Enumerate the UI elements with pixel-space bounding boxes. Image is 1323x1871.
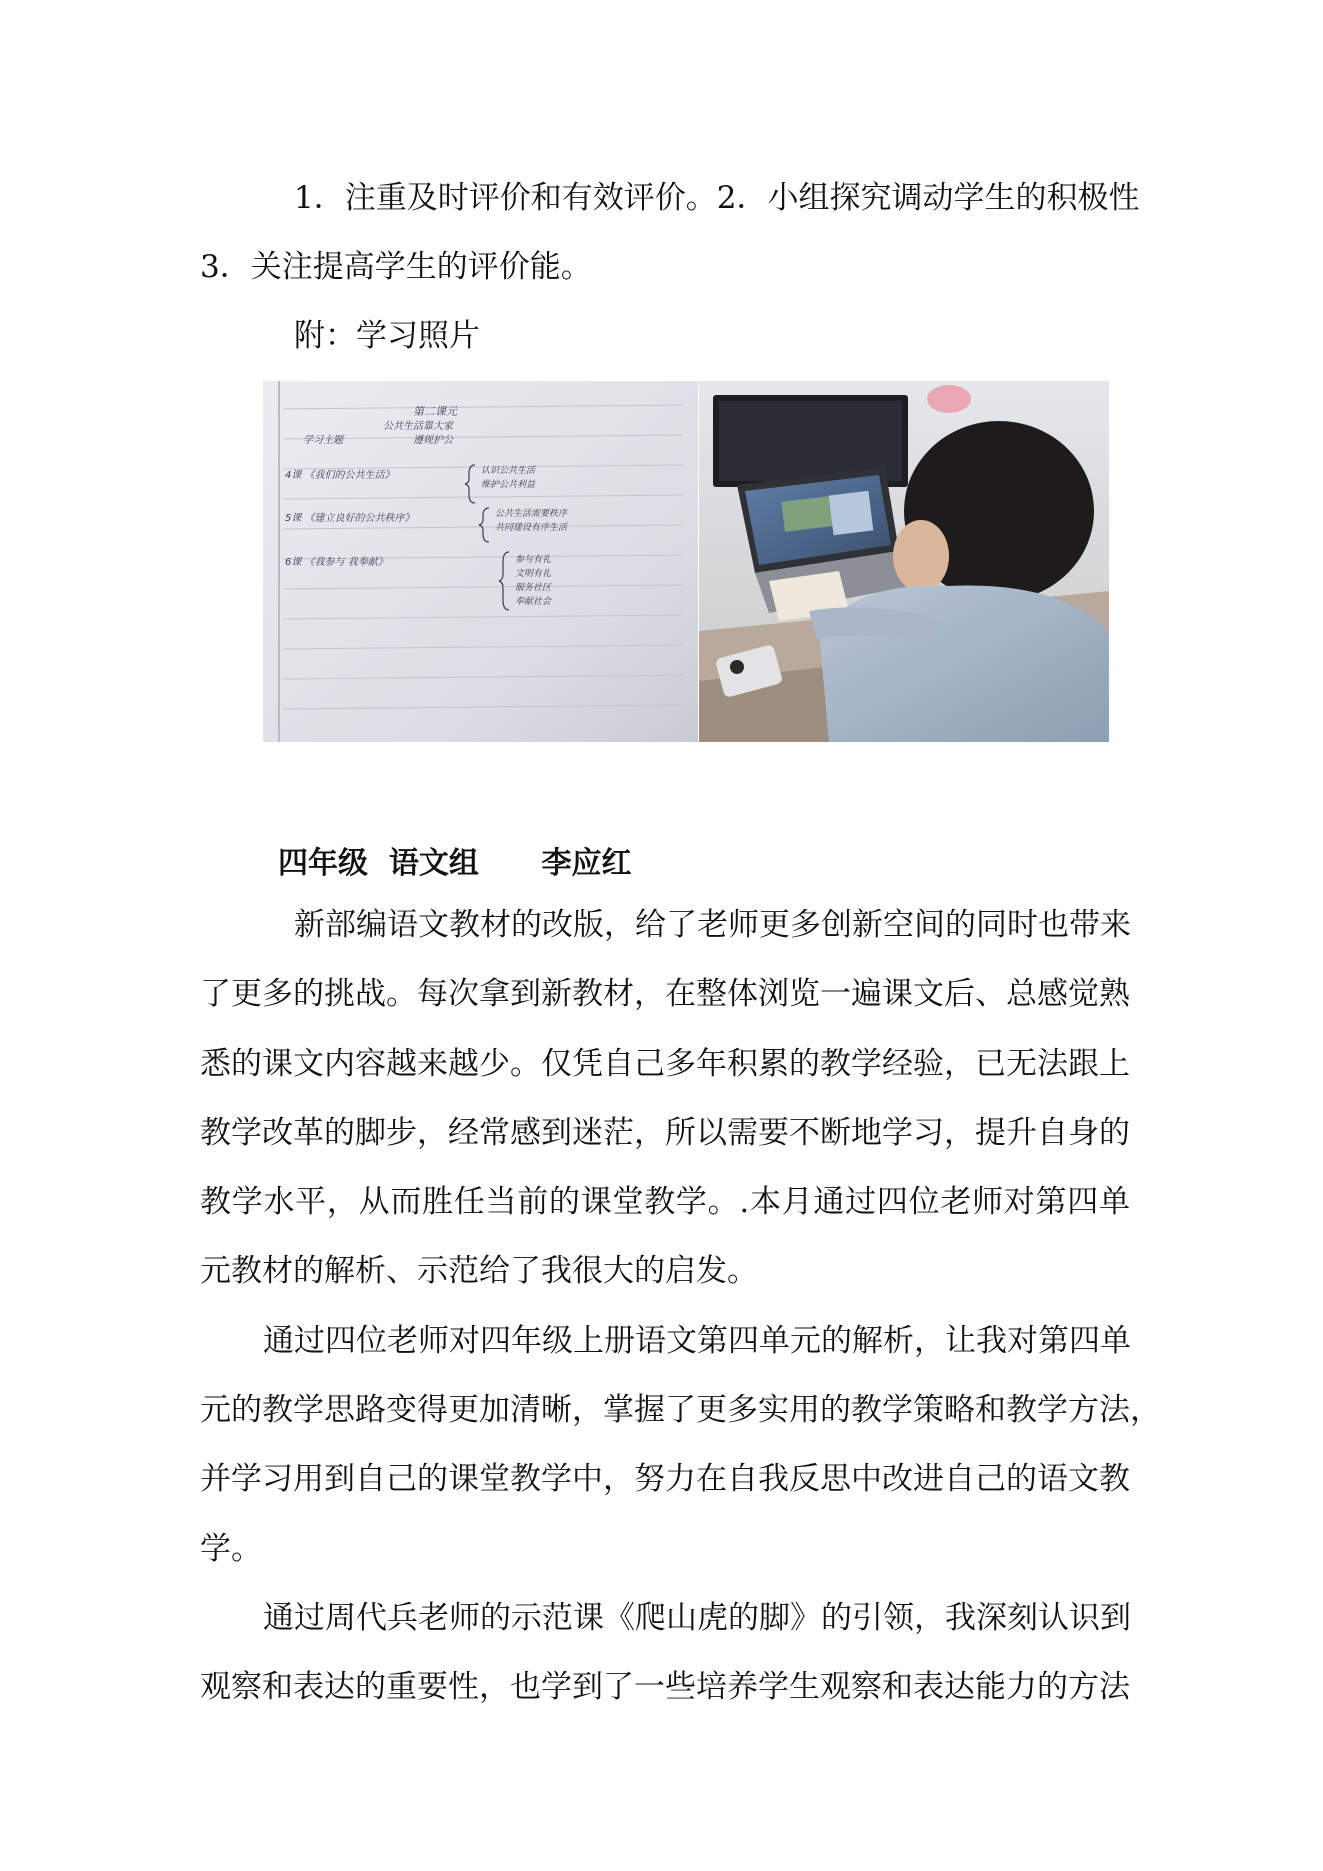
toy-shape bbox=[927, 385, 971, 413]
paragraph-2-line-3: 并学习用到自己的课堂教学中，努力在自我反思中改进自己的语文教 bbox=[200, 1461, 1130, 1497]
note-lesson-6: 6课 《我参与 我奉献》 bbox=[285, 557, 388, 568]
paragraph-3-line-2: 观察和表达的重要性，也学到了一些培养学生观察和表达能力的方法 bbox=[200, 1669, 1130, 1705]
note-lesson-6-point-4: 奉献社会 bbox=[515, 597, 552, 607]
paragraph-1-line-6: 元教材的解析、示范给了我很大的启发。 bbox=[200, 1253, 758, 1289]
paragraph-2-line-1: 通过四位老师对四年级上册语文第四单元的解析，让我对第四单 bbox=[263, 1323, 1131, 1359]
paragraph-1-line-1: 新部编语文教材的改版，给了老师更多创新空间的同时也带来 bbox=[294, 907, 1131, 943]
online-class-image bbox=[699, 381, 1109, 742]
intro-line-1: 1．注重及时评价和有效评价。2．小组探究调动学生的积极性 bbox=[294, 180, 1140, 216]
paragraph-2-line-4: 学。 bbox=[200, 1531, 262, 1567]
section-heading: 四年级 语文组 李应红 bbox=[278, 846, 632, 881]
note-topic-value: 遵规护公 bbox=[413, 435, 453, 446]
note-unit-title: 第二课元 bbox=[413, 405, 457, 418]
note-lesson-4-point-2: 维护公共利益 bbox=[481, 480, 536, 490]
note-lesson-5-point-2: 共同建设有序生活 bbox=[495, 523, 568, 533]
online-class-photo bbox=[699, 381, 1109, 742]
note-lesson-6-point-1: 参与有礼 bbox=[515, 555, 552, 565]
paragraph-2-line-2: 元的教学思路变得更加清晰，掌握了更多实用的教学策略和教学方法， bbox=[200, 1392, 1161, 1428]
note-topic-label: 学习主题 bbox=[303, 435, 343, 446]
paragraph-1-line-3: 悉的课文内容越来越少。仅凭自己多年积累的教学经验，已无法跟上 bbox=[200, 1046, 1130, 1082]
note-lesson-6-point-2: 文明有礼 bbox=[515, 569, 552, 579]
notebook-page-image bbox=[263, 381, 698, 742]
intro-line-2: 3．关注提高学生的评价能。 bbox=[200, 249, 592, 285]
note-lesson-6-point-3: 服务社区 bbox=[515, 583, 552, 593]
paragraph-1-line-4: 教学改革的脚步，经常感到迷茫，所以需要不断地学习，提升自身的 bbox=[200, 1115, 1130, 1151]
paragraph-1-line-5: 教学水平，从而胜任当前的课堂教学。.本月通过四位老师对第四单 bbox=[200, 1184, 1130, 1220]
note-lesson-5: 5课 《建立良好的公共秩序》 bbox=[285, 513, 415, 524]
note-lesson-4-point-1: 认识公共生活 bbox=[481, 466, 536, 476]
attachment-label: 附：学习照片 bbox=[294, 318, 480, 354]
note-lesson-5-point-1: 公共生活需要秩序 bbox=[495, 509, 568, 519]
handwritten-notes-photo bbox=[263, 381, 698, 742]
note-lesson-4: 4课 《我们的公共生活》 bbox=[285, 470, 395, 481]
paragraph-3-line-1: 通过周代兵老师的示范课《爬山虎的脚》的引领，我深刻认识到 bbox=[263, 1600, 1131, 1636]
note-unit-subtitle: 公共生活靠大家 bbox=[383, 421, 453, 432]
paragraph-1-line-2: 了更多的挑战。每次拿到新教材，在整体浏览一遍课文后、总感觉熟 bbox=[200, 976, 1130, 1012]
